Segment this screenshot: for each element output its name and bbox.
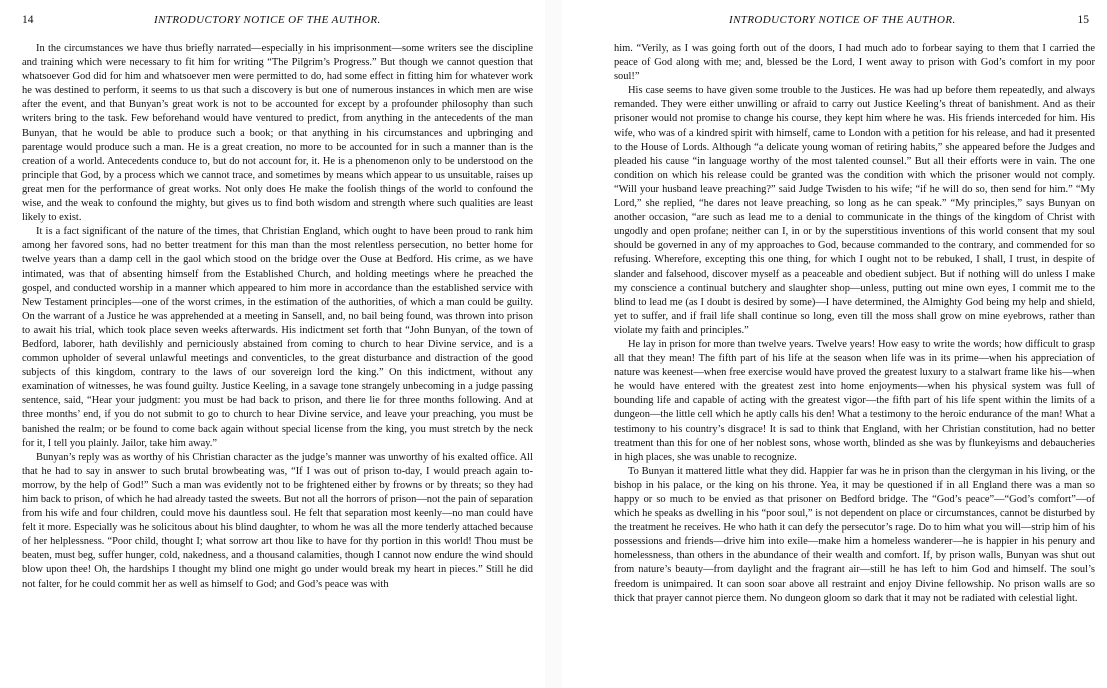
running-head [22,14,533,32]
right-page [562,0,1107,688]
paragraph: Bunyan’s reply was as worthy of his Christian character as the judge’s manner was unworthy of his exalted office. All that he had to say in answer to such brutal browbeating was, “If I was out of prison to-day, I would preach again to-morrow, by the help of God!” Such a man was evidently not to be frightened either by frowns or by threats; so they had him back to prison, of which he had already tasted the sweets. But not all the horrors of prison—not the pain of separation from his wife and four children, could move his dauntless soul. He felt that separation most keenly—no man could have felt it more. Especially was he solicitous about his blind daughter, to whom he was all the more tenderly attached because of her helplessness. “Poor child, thought I; what sorrow art thou like to have for thy portion in this world! Thou must be beaten, must beg, suffer hunger, cold, nakedness, and a thousand calamities, though I cannot now endure the wind should blow upon thee! Oh, the hardships I thought my blind one might go under would break my heart in pieces.” Still he did not falter, for he could commit her as well as himself to God; and God’s peace was with [22,451,533,590]
paragraph: To Bunyan it mattered little what they did. Happier far was he in prison than the clergyman in his living, or the bishop in his palace, or the king on his throne. Yea, it may be questioned if in all England there was a man so happy or so much to be envied as that prisoner on Bedford bridge. The “God’s peace”—“God’s comfort”—of which he speaks as dwelling in his “poor soul,” is not dependent on place or circumstances, cannot be disturbed by the treatment he receives. He who hath it can defy the persecutor’s rage. Do to him what you will—strip him of his possessions and friends—drive him into exile—make him a homeless wanderer—he is happier in his penury and homelessness, than others in the abundance of their wealth and comfort. If, by prison walls, Bunyan was shut out from nature’s beauty—from daylight and the fragrant air—still he has left to him God and himself. The soul’s freedom is unimpaired. It can soon soar above all restraint and enjoy Divine fellowship. No prison walls are so thick that prayer cannot pierce them. No dungeon gloom so dark that it may not be radiated with celestial light. [614,465,1095,604]
paragraph: He lay in prison for more than twelve years. Twelve years! How easy to write the words; how difficult to grasp all that they mean! The fifth part of his life at the season when life was in its prime—when his appreciation of nature was keenest—when free exercise would have proved the greatest luxury to a stalwart frame like his—when he would have entered with the greatest zest into home enjoyments—when his physical system was full of bounding life and capable of acting with the greatest vigor—the fifth part of his life spent within the limits of a dungeon—the little cell which he aptly calls his den! What a testimony to the heroic endurance of the man! What a testimony to his country’s disgrace! It is sad to think that England, with her Christian constitution, had no better treatment than this for one of her noblest sons, whose worth, blinded as she was by flunkeyisms and debaucheries in high places, she was unable to recognize. [614,338,1095,463]
running-head [614,14,1095,32]
left-page [0,0,545,688]
running-head-title: INTRODUCTORY NOTICE OF THE AUTHOR. [154,14,381,26]
page-number: 15 [1077,14,1089,26]
book-gutter [545,0,562,688]
page-body [614,42,1095,606]
running-head-title: INTRODUCTORY NOTICE OF THE AUTHOR. [729,14,956,26]
paragraph-continuation: him. “Verily, as I was going forth out of the doors, I had much ado to forbear saying to them that I carried the peace of God along with me; and, blessed be the Lord, I went away to prison with God’s comfort in my poor soul!” [614,43,1095,83]
paragraph: In the circumstances we have thus briefly narrated—especially in his imprisonment—some writers see the discipline and training which were necessary to fit him for writing “The Pilgrim’s Progress.” But though we cannot question that whatsoever God did for him and whatsoever men were permitted to do, had some effect in fitting him for whatever work he was destined to perform, it seems to us that such a discovery is but one of numerous instances in which men are wise after the event, and that Bunyan’s great work is not to be accounted for except by a profounder philosophy than such writers bring to the task. Few beforehand would have ventured to predict, from anything in the antecedents of the man Bunyan, that he would be able to produce such a book; or that anything in his circumstances and upbringing and parentage would produce such a man. He is a great creation, no more to be accounted for in such a manner than is the creation of a world. Antecedents conduce to, but do not account for, it. He is a phenomenon only to be understood on the principle that God, by a process which we cannot trace, and sometimes by means which appear to us unsuitable, raises up great men for the performance of great works. Not only does He make the foolish things of the world to confound the wise, and the weak to confound the mighty, but gives us to find both wisdom and strength where such qualities are least likely to exist. [22,43,533,224]
paragraph: His case seems to have given some trouble to the Justices. He was had up before them repeatedly, and always remanded. They were either unwilling or afraid to carry out Justice Keeling’s threat of banishment. And as their prisoner would not promise to change his course, they kept him where he was. His friends interceded for him. His wife, who was of a kindred spirit with himself, came to London with a petition for his release, and had it presented to the House of Lords. Although “a delicate young woman of retiring habits,” she appeared before the Judges and pleaded his cause “in language worthy of the most talented counsel.” But all their efforts were in vain. The one condition on which his release could be granted was the condition with which the prisoner would not comply. “Will your husband leave preaching?” said Judge Twisden to his wife; “if he will do so, then send for him.” “My Lord,” she replied, “he dares not leave preaching, so long as he can speak.” “My principles,” says Bunyan on another occasion, “are such as lead me to a denial to communicate in the things of the kingdom of Christ with ungodly and open profane; neither can I, in or by the superstitious inventions of this world consent that my soul should be governed in any of my approaches to God, because commanded to the contrary, and commended for so refusing. Wherefore, excepting this one thing, for which I ought not to be rebuked, I shall, I trust, in despite of slander and falsehood, discover myself as a peaceable and obedient subject. But if nothing will do unless I make my conscience a continual butchery and slaughter shop—unless, putting out mine own eyes, I commit me to the blind to lead me (as I doubt is desired by some)—I have determined, the Almighty God being my help and shield, yet to suffer, and if frail life shall continue so long, even till the moss shall grow on mine eyebrows, rather than violate my faith and principles.” [614,85,1095,336]
paragraph: It is a fact significant of the nature of the times, that Christian England, which ought to have been proud to rank him among her favored sons, had no better treatment for this man than the most relentless persecution, no better home for twelve years than a damp cell in the gaol which stood on the bridge over the Ouse at Bedford. His crime, as we have intimated, was that of absenting himself from the Established Church, and holding meetings where he preached the gospel, and conducted worship in a manner which appeared to him more in accordance than the established service with New Testament principles—one of the worst crimes, in the estimation of the authorities, of which a man could be guilty. On the warrant of a Justice he was apprehended at a meeting in Sansell, and, no bail being found, was thrown into prison to await his trial, which took place seven weeks afterwards. His indictment set forth that “John Bunyan, of the town of Bedford, laborer, hath devilishly and perniciously abstained from coming to church to hear Divine service, and is a common upholder of several unlawful meetings and conventicles, to the great disturbance and distraction of the good subjects of this kingdom, contrary to the laws of our sovereign lord the king.” On this indictment, without any examination of witnesses, he was found guilty. Justice Keeling, in a savage tone strangely unbecoming in a judge passing sentence, said, “Hear your judgment: you must be had back to prison, and there lie for three months following. And at three months’ end, if you do not submit to go to church to hear Divine service, and leave your preaching, you must be banished the realm; or be found to come back again without special license from the king, you must stretch by the neck for it, I tell you plainly. Jailor, take him away.” [22,226,533,449]
page-number: 14 [22,14,34,26]
page-body [22,42,533,592]
